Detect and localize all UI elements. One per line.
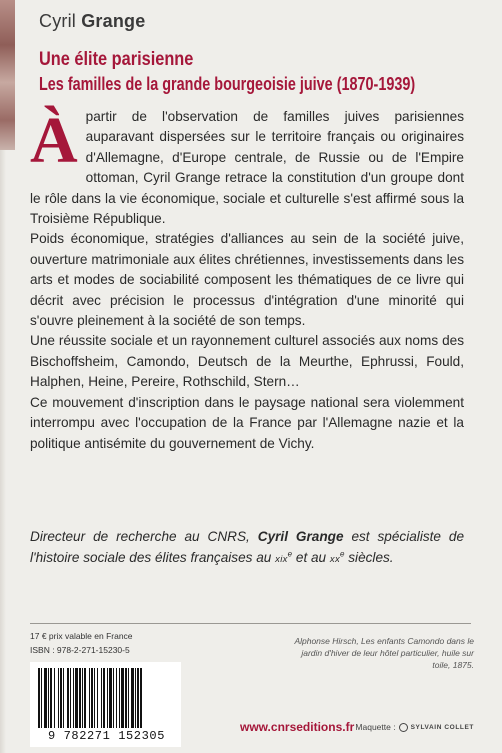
blurb-paragraph-2: Poids économique, stratégies d'alliances au sein de la société juive, ouverture matrimoniale aux élites chrétiennes, investissements dans les arts et modes de sociabilité composent les thématiques de ce livre qui décrit avec précision le processus d'intégration d'une minorité qui s'ouvre pleinement à la société de son temps.	[30, 231, 464, 329]
barcode	[30, 662, 181, 747]
bio-text-and: et au	[292, 550, 330, 565]
bio-text-middle: est spécialiste de l'histoire sociale des élites françaises au	[30, 529, 465, 565]
maquette-label: Maquette :	[355, 722, 396, 732]
blurb-paragraph-4: Ce mouvement d'inscription dans le paysage national sera violemment interrompu avec l'occupation de la France par l'Allemagne nazie et la politique antisémite du gouvernement de Vichy.	[30, 394, 464, 451]
drop-cap: À	[30, 104, 78, 177]
bio-text-start: Directeur de recherche au CNRS,	[30, 529, 258, 544]
century-20: xx	[329, 554, 341, 565]
century-20-suffix: e	[340, 549, 345, 559]
book-title: Une élite parisienne	[39, 49, 194, 70]
spine-shadow	[0, 150, 6, 753]
century-19-suffix: e	[287, 549, 293, 559]
barcode-number: 9 782271 152305	[47, 729, 166, 743]
bio-text-end: siècles.	[344, 550, 394, 565]
studio-name: SYLVAIN COLLET	[410, 723, 474, 731]
bio-author-name: Cyril Grange	[257, 529, 344, 544]
author-first-name: Cyril	[39, 11, 76, 31]
design-credit	[355, 722, 474, 732]
author-bio	[30, 526, 464, 570]
cover-image-caption: Alphonse Hirsch, Les enfants Camondo dans le jardin d'hiver de leur hôtel particulier, huile sur toile, 1875.	[294, 636, 474, 670]
isbn-label: ISBN : 978-2-271-15230-5	[30, 645, 130, 655]
author-name	[39, 11, 145, 32]
author-last-name: Grange	[81, 11, 146, 31]
studio-logo-icon	[399, 723, 408, 732]
blurb-paragraph-3: Une réussite sociale et un rayonnement culturel associés aux noms des Bischoffsheim, Camondo, Deutsch de la Meurthe, Ephrussi, Fould, Halphen, Heine, Pereire, Rothschild, Stern…	[30, 333, 464, 390]
book-subtitle: Les familles de la grande bourgeoisie juive (1870-1939)	[39, 74, 416, 94]
price-label: 17 € prix valable en France	[30, 631, 133, 641]
blurb-paragraph-1-text: partir de l'observation de familles juives parisiennes auparavant dispersées sur le territoire français ou originaires d'Allemagne, d'Europe centrale, de Russie ou de l'Empire ottoman, Cyril Grange retrace la constitution d'un groupe dont le rôle dans la vie économique, sociale et culturelle s'est affirmé sous la Troisième République.	[30, 109, 464, 227]
blurb-paragraph-1	[30, 104, 464, 229]
blurb	[30, 104, 464, 454]
publisher-website: www.cnrseditions.fr	[240, 720, 355, 734]
divider-line	[30, 623, 471, 624]
barcode-bars	[36, 668, 175, 728]
cover-painting-edge	[0, 0, 15, 150]
century-19: xix	[275, 554, 288, 565]
